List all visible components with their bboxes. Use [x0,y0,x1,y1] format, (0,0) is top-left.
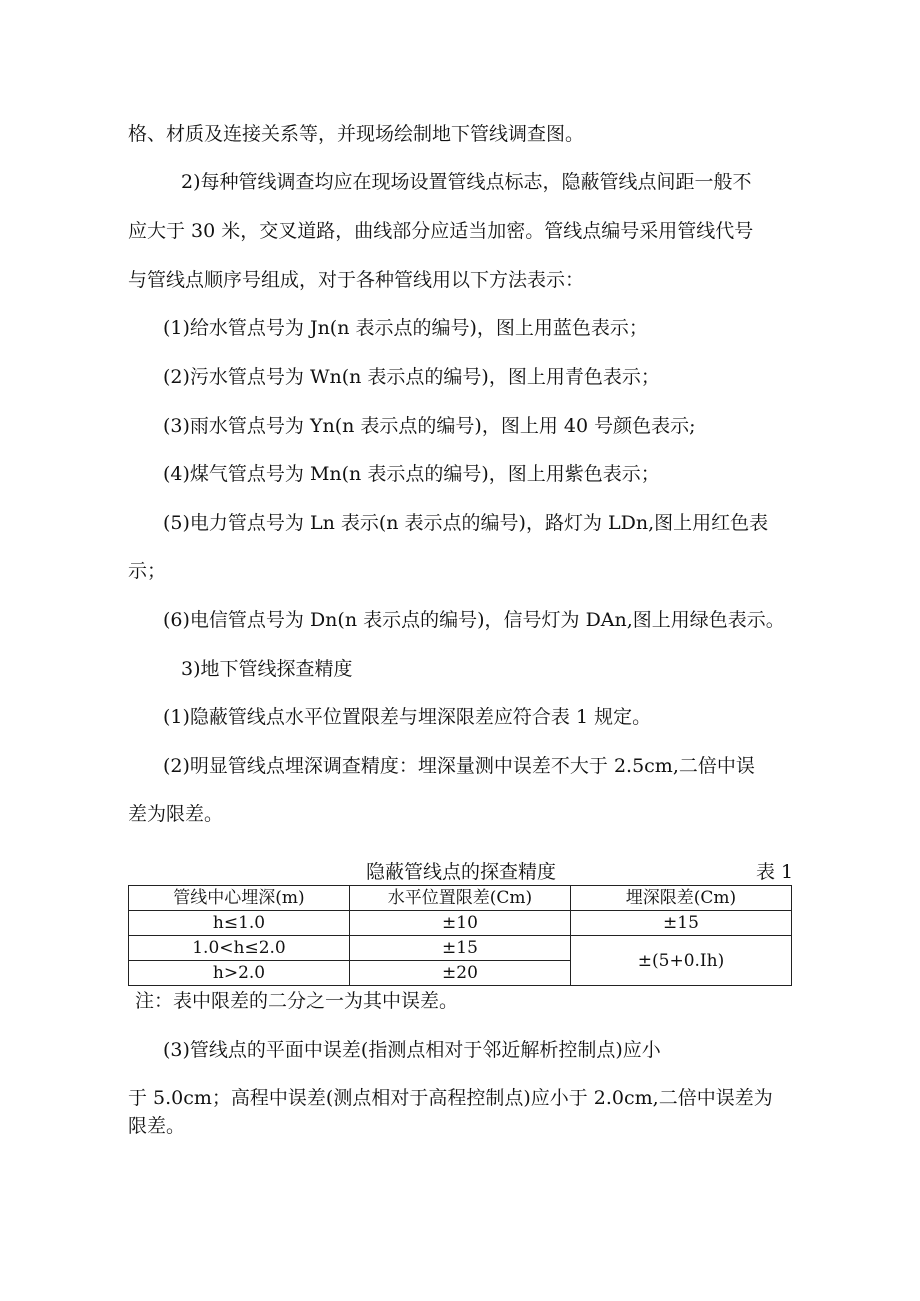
table-cell: h≤1.0 [129,911,350,936]
paragraph-line: 差为限差。 [128,803,224,825]
table-cell: ±15 [350,936,571,961]
list-item: (6)电信管点号为 Dn(n 表示点的编号)，信号灯为 DAn,图上用绿色表示。 [163,609,785,631]
paragraph-line: 应大于 30 米，交叉道路，曲线部分应适当加密。管线点编号采用管线代号 [128,220,754,242]
table-cell: 1.0<h≤2.0 [129,936,350,961]
list-item: (3)管线点的平面中误差(指测点相对于邻近解析控制点)应小 [163,1039,661,1061]
table-cell: ±20 [350,961,571,986]
precision-table [128,885,792,986]
paragraph-line: 示； [128,560,167,582]
table-row [129,911,792,936]
table-row [129,936,792,961]
list-item: (2)污水管点号为 Wn(n 表示点的编号)，图上用青色表示； [163,366,660,388]
table-header-row [129,886,792,911]
table-note: 注：表中限差的二分之一为其中误差。 [135,990,459,1012]
paragraph-line: 于 5.0cm；高程中误差(测点相对于高程控制点)应小于 2.0cm,二倍中误差为 [128,1087,773,1109]
table-header-cell: 管线中心埋深(m) [129,886,350,911]
list-item: (1)隐蔽管线点水平位置限差与埋深限差应符合表 1 规定。 [163,706,652,728]
list-item: (1)给水管点号为 Jn(n 表示点的编号)，图上用蓝色表示； [163,317,648,339]
list-item: (2)明显管线点埋深调查精度：埋深量测中误差不大于 2.5cm,二倍中误 [163,755,755,777]
list-item: (3)雨水管点号为 Yn(n 表示点的编号)，图上用 40 号颜色表示; [163,415,696,437]
paragraph-line: 格、材质及连接关系等，并现场绘制地下管线调查图。 [128,123,585,145]
table-cell: ±10 [350,911,571,936]
table-header-cell: 水平位置限差(Cm) [350,886,571,911]
table-header-cell: 埋深限差(Cm) [571,886,792,911]
table-cell: h>2.0 [129,961,350,986]
section-heading: 3)地下管线探查精度 [181,658,353,680]
paragraph-line: 限差。 [128,1115,186,1137]
table-cell: ±15 [571,911,792,936]
list-item: (5)电力管点号为 Ln 表示(n 表示点的编号)，路灯为 LDn,图上用红色表 [163,512,769,534]
table-number: 表 1 [756,861,794,883]
list-item: (4)煤气管点号为 Mn(n 表示点的编号)，图上用紫色表示； [163,463,660,485]
paragraph-line: 与管线点顺序号组成，对于各种管线用以下方法表示： [128,269,585,291]
table-title: 隐蔽管线点的探查精度 [366,861,557,883]
table-cell-merged: ±(5+0.Ih) [571,936,792,986]
paragraph-line: 2)每种管线调查均应在现场设置管线点标志，隐蔽管线点间距一般不 [181,171,752,193]
